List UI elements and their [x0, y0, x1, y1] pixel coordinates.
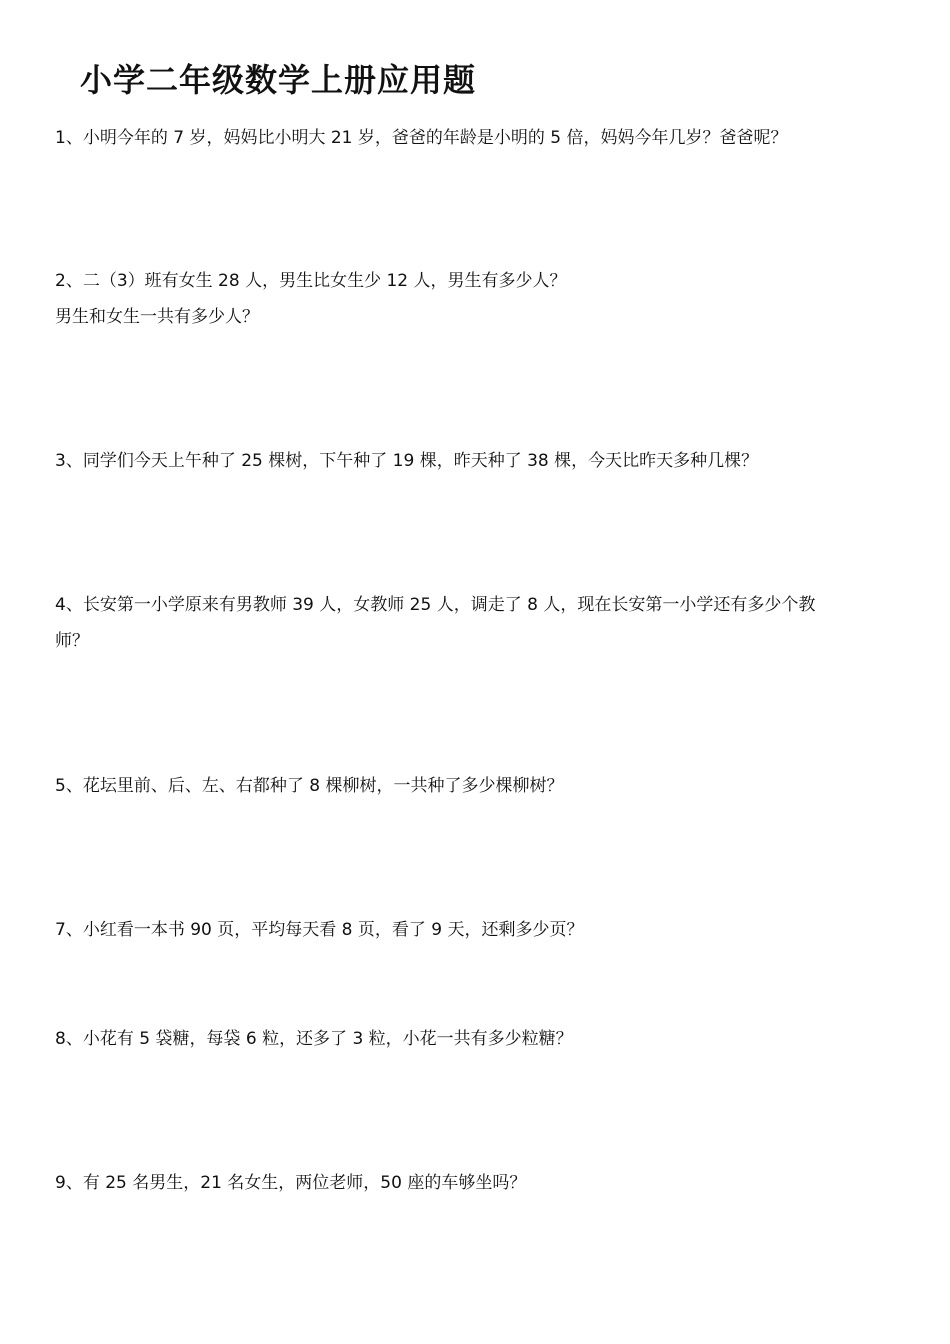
question-4	[55, 587, 895, 659]
question-1	[55, 120, 895, 156]
question-3	[55, 443, 895, 479]
question-5	[55, 768, 895, 804]
question-text: 8、小花有 5 袋糖，每袋 6 粒，还多了 3 粒，小花一共有多少粒糖？	[55, 1029, 573, 1049]
question-9	[55, 1165, 895, 1201]
question-8	[55, 1021, 895, 1057]
question-text: 1、小明今年的 7 岁，妈妈比小明大 21 岁，爸爸的年龄是小明的 5 倍，妈妈今年几岁？爸爸呢？	[55, 128, 788, 148]
question-text: 师？	[55, 631, 89, 651]
question-text: 7、小红看一本书 90 页，平均每天看 8 页，看了 9 天，还剩多少页？	[55, 920, 584, 940]
question-2	[55, 263, 895, 335]
question-7	[55, 912, 895, 948]
question-text: 男生和女生一共有多少人？	[55, 307, 259, 327]
question-text: 4、长安第一小学原来有男教师 39 人，女教师 25 人，调走了 8 人，现在长安第一小学还有多少个教	[55, 595, 816, 615]
question-text: 3、同学们今天上午种了 25 棵树，下午种了 19 棵，昨天种了 38 棵，今天比昨天多种几棵？	[55, 451, 759, 471]
question-text: 9、有 25 名男生，21 名女生，两位老师，50 座的车够坐吗？	[55, 1173, 527, 1193]
question-text: 2、二（3）班有女生 28 人，男生比女生少 12 人，男生有多少人？	[55, 271, 567, 291]
page-title: 小学二年级数学上册应用题	[80, 61, 477, 99]
question-text: 5、花坛里前、后、左、右都种了 8 棵柳树，一共种了多少棵柳树？	[55, 776, 564, 796]
